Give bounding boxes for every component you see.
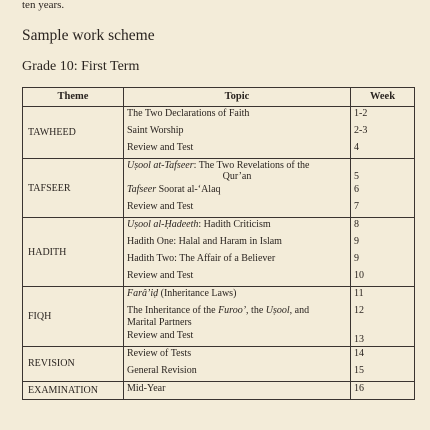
- week-column-header: Week: [351, 88, 415, 107]
- topic-cell: [124, 159, 351, 184]
- table-row: [23, 159, 415, 184]
- topic-text: , the: [246, 305, 266, 317]
- week-cell: 16: [351, 381, 415, 399]
- week-cell: 9: [351, 252, 415, 269]
- week-cell: 11: [351, 287, 415, 305]
- work-scheme-table: [22, 87, 415, 400]
- topic-italic-text: Farâ’iḍ: [127, 288, 159, 300]
- topic-italic-text: Uṣool: [265, 305, 290, 317]
- theme-cell-fiqh: FIQH: [23, 287, 124, 346]
- theme-cell-examination: EXAMINATION: [23, 381, 124, 399]
- topic-cell: General Revision: [124, 364, 351, 382]
- topic-italic-text: Uṣool al-Ḥadeeth: [127, 219, 199, 231]
- topic-text: Soorat al-‘Alaq: [156, 184, 221, 196]
- topic-cell: [124, 287, 351, 305]
- topic-text: (Inheritance Laws): [158, 288, 237, 300]
- topic-cell: Mid-Year: [124, 381, 351, 399]
- topic-cell: Saint Worship: [124, 124, 351, 141]
- week-cell: 14: [351, 346, 415, 364]
- table-row: [23, 346, 415, 364]
- week-cell: 8: [351, 218, 415, 236]
- table-row: [23, 287, 415, 305]
- theme-cell-tafseer: TAFSEER: [23, 159, 124, 218]
- week-cell: 12: [351, 304, 415, 328]
- week-cell: 9: [351, 235, 415, 252]
- week-cell: 7: [351, 200, 415, 218]
- week-cell: 1-2: [351, 107, 415, 125]
- week-cell: 2-3: [351, 124, 415, 141]
- topic-cell: Hadith Two: The Affair of a Believer: [124, 252, 351, 269]
- section-heading: Sample work scheme: [22, 27, 155, 44]
- topic-text: The Inheritance of the: [127, 305, 219, 317]
- topic-text-line2: Qur’an: [222, 171, 252, 183]
- week-cell: 5: [351, 159, 415, 184]
- theme-cell-tawheed: TAWHEED: [23, 107, 124, 159]
- theme-cell-hadith: HADITH: [23, 218, 124, 287]
- week-cell: 4: [351, 141, 415, 159]
- topic-italic-text: Furoo’: [218, 305, 247, 317]
- topic-cell: Review and Test: [124, 329, 351, 347]
- week-cell: 6: [351, 183, 415, 200]
- topic-cell: [124, 183, 351, 200]
- topic-cell: The Two Declarations of Faith: [124, 107, 351, 125]
- table-row: [23, 107, 415, 125]
- intro-text: ten years.: [22, 0, 65, 11]
- topic-text: : The Two Revelations of the: [193, 160, 310, 171]
- table-row: [23, 381, 415, 399]
- topic-cell: Review and Test: [124, 269, 351, 287]
- topic-italic-text: Tafseer: [127, 184, 157, 196]
- topic-column-header: Topic: [124, 88, 351, 107]
- table-header-row: [23, 88, 415, 107]
- section-subheading: Grade 10: First Term: [22, 59, 140, 74]
- topic-cell: Hadith One: Halal and Haram in Islam: [124, 235, 351, 252]
- week-cell: 13: [351, 329, 415, 347]
- table-row: [23, 218, 415, 236]
- theme-column-header: Theme: [23, 88, 124, 107]
- topic-cell: [124, 218, 351, 236]
- topic-italic-text: Uṣool at-Tafseer: [127, 160, 194, 171]
- theme-cell-revision: REVISION: [23, 346, 124, 381]
- topic-cell: Review and Test: [124, 141, 351, 159]
- topic-text: : Hadith Criticism: [198, 219, 271, 231]
- week-cell: 15: [351, 364, 415, 382]
- week-cell: 10: [351, 269, 415, 287]
- topic-cell: [124, 304, 351, 328]
- topic-cell: Review of Tests: [124, 346, 351, 364]
- topic-cell: Review and Test: [124, 200, 351, 218]
- topic-text-line2: Marital Partners: [127, 316, 192, 328]
- topic-text: , and: [289, 305, 310, 317]
